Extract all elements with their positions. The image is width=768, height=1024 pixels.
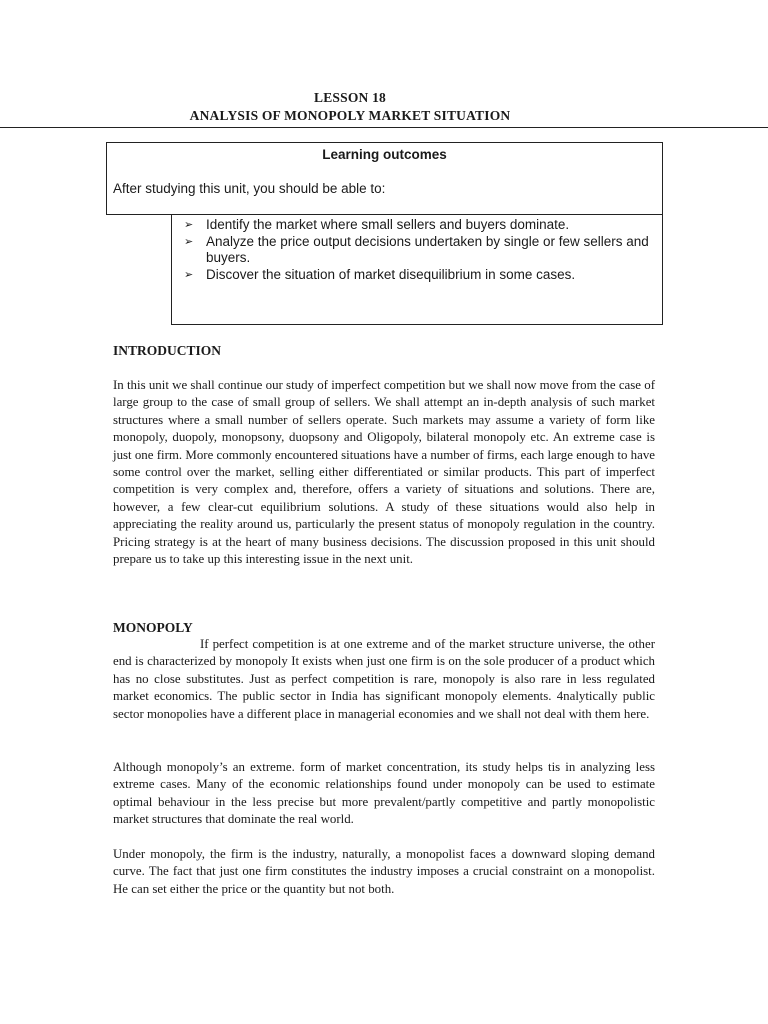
monopoly-paragraph-1	[113, 636, 655, 723]
monopoly-heading: MONOPOLY	[113, 620, 193, 635]
list-item-text: Analyze the price output decisions undertaken by single or few sellers and buyers.	[206, 233, 649, 265]
monopoly-paragraph-1-text: If perfect competition is at one extreme and of the market structure universe, the other end is characterized by monopoly It exists when just one firm is on the sole producer of a product which has no close substitutes. Just as perfect competition is rare, monopoly is also rare in less regulated market economics. The public sector in India has significant monopoly elements. 4nalytically public sector monopolies have a different place in managerial economies and we shall not deal with them here.	[113, 637, 655, 721]
introduction-paragraph: In this unit we shall continue our study of imperfect competition but we shall now move from the case of large group to the case of small group of sellers. We shall attempt an in-depth analysis of such market structures where a small number of sellers operate. Such markets may assume a variety of form like monopoly, duopoly, monopsony, duopsony and Oligopoly, bilateral monopoly etc. An extreme case is just one firm. More commonly encountered situations have a number of firms, each large enough to have some control over the market, selling either differentiated or similar products. This part of imperfect competition is very complex and, therefore, offers a variety of situations and solutions. There are, however, a few clear-cut equilibrium solutions. A study of these situations would also help in appreciating the reality around us, particularly the present status of monopoly regulation in the country. Pricing strategy is at the heart of many business decisions. The discussion proposed in this unit should prepare us to take up this interesting issue in the next unit.	[113, 378, 655, 567]
arrow-bullet-icon: ➢	[184, 235, 194, 248]
learning-outcomes-intro: After studying this unit, you should be able to:	[113, 181, 386, 196]
lesson-number: LESSON 18	[314, 90, 386, 105]
header-rule	[0, 127, 768, 128]
lesson-title: ANALYSIS OF MONOPOLY MARKET SITUATION	[189, 108, 511, 123]
learning-outcomes-list	[172, 214, 662, 283]
list-item-text: Identify the market where small sellers and buyers dominate.	[206, 217, 570, 232]
arrow-bullet-icon: ➢	[184, 219, 194, 231]
list-item-text: Discover the situation of market disequilibrium in some cases.	[206, 266, 576, 282]
list-item	[184, 266, 662, 284]
learning-outcomes-list-box	[171, 214, 663, 325]
learning-outcomes-box	[106, 142, 663, 215]
learning-outcomes-heading: Learning outcomes	[322, 147, 447, 162]
monopoly-paragraph-2: Although monopoly’s an extreme. form of market concentration, its study helps tis in analyzing less extreme cases. Many of the economic relationships found under monopoly can be used to estimate optimal behaviour in the less precise but more prevalent/partly competitive and partly monopolistic market structures that dominate the real world.	[113, 760, 655, 827]
arrow-bullet-icon: ➢	[184, 268, 194, 281]
list-item	[184, 217, 662, 234]
list-item	[184, 233, 662, 267]
monopoly-paragraph-3: Under monopoly, the firm is the industry, naturally, a monopolist faces a downward sloping demand curve. The fact that just one firm constitutes the industry imposes a crucial constraint on a monopolist. He can set either the price or the quantity but not both.	[113, 847, 655, 896]
introduction-heading: INTRODUCTION	[113, 343, 222, 358]
